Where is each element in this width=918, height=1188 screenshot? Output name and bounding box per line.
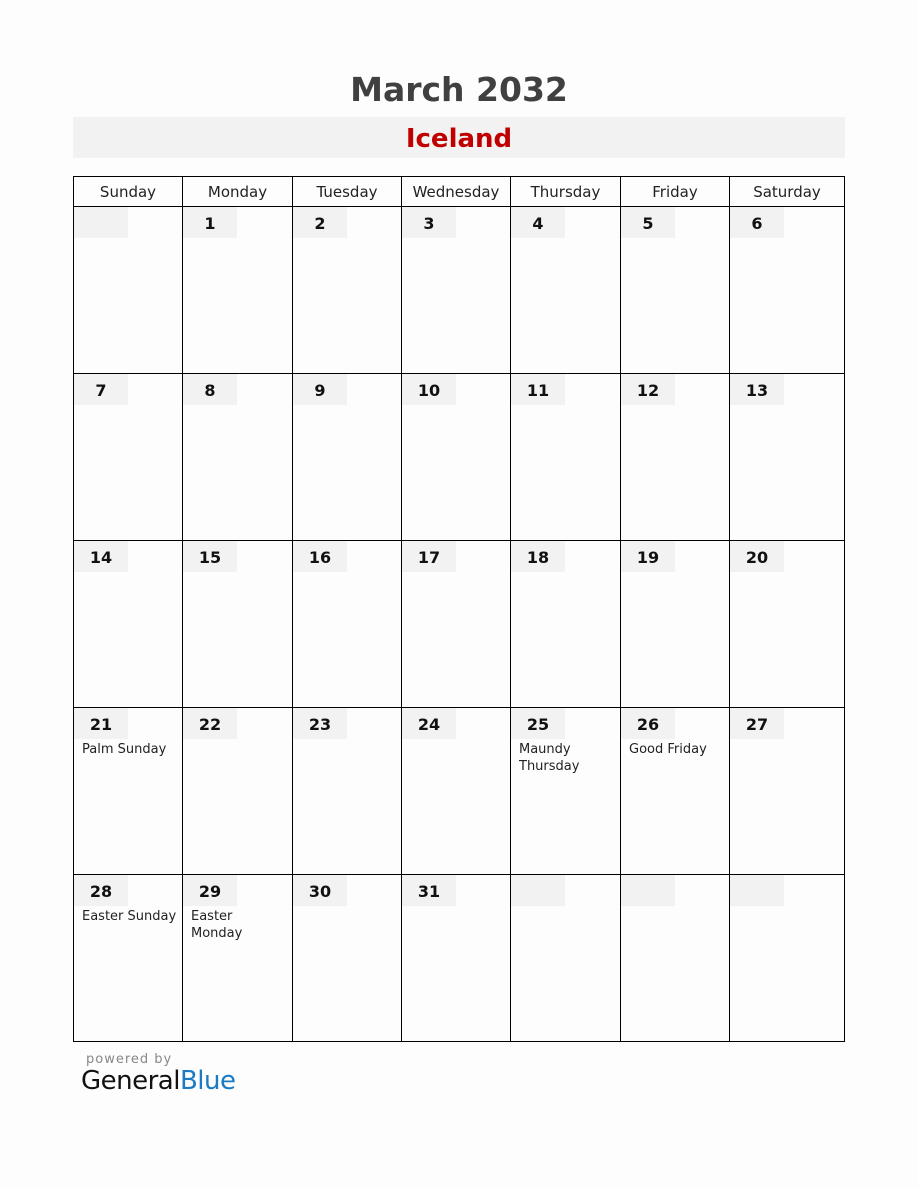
day-number: 2 [293, 207, 347, 238]
day-cell [402, 708, 511, 875]
day-number: 10 [402, 374, 456, 405]
weekday-header: Thursday [511, 177, 621, 207]
weekday-header: Wednesday [402, 177, 511, 207]
day-cell [293, 207, 402, 374]
day-cell [402, 374, 511, 541]
day-number: 8 [183, 374, 237, 405]
day-number: 9 [293, 374, 347, 405]
day-number [511, 875, 565, 906]
day-number: 27 [730, 708, 784, 739]
holiday-label: Easter Sunday [82, 909, 177, 924]
day-cell [621, 875, 730, 1042]
day-cell [183, 541, 293, 708]
weekday-header: Sunday [74, 177, 183, 207]
weekday-header: Tuesday [293, 177, 402, 207]
day-number: 30 [293, 875, 347, 906]
day-cell [183, 875, 293, 1042]
powered-by-text: powered by [86, 1052, 173, 1067]
day-number [730, 875, 784, 906]
day-number: 25 [511, 708, 565, 739]
day-cell [183, 708, 293, 875]
day-number: 24 [402, 708, 456, 739]
day-cell [402, 541, 511, 708]
day-cell [621, 541, 730, 708]
weekday-header: Saturday [730, 177, 845, 207]
day-number: 16 [293, 541, 347, 572]
day-cell [511, 207, 621, 374]
day-cell [621, 374, 730, 541]
week-row [74, 875, 845, 1042]
day-number: 29 [183, 875, 237, 906]
day-number: 6 [730, 207, 784, 238]
day-number: 19 [621, 541, 675, 572]
holiday-label: Good Friday [629, 742, 707, 757]
day-cell [402, 875, 511, 1042]
day-cell [74, 374, 183, 541]
day-cell [74, 541, 183, 708]
day-cell [621, 207, 730, 374]
generalblue-logo[interactable] [81, 1066, 236, 1096]
holiday-label: Maundy Thursday [519, 742, 580, 774]
day-cell [511, 374, 621, 541]
day-number: 20 [730, 541, 784, 572]
day-number: 7 [74, 374, 128, 405]
day-cell [402, 207, 511, 374]
logo-blue: Blue [179, 1066, 236, 1096]
day-cell [74, 875, 183, 1042]
week-row [74, 708, 845, 875]
day-number: 17 [402, 541, 456, 572]
day-cell [511, 541, 621, 708]
day-number: 31 [402, 875, 456, 906]
country-banner: Iceland [73, 117, 845, 158]
day-cell [74, 207, 183, 374]
day-cell [621, 708, 730, 875]
day-number: 14 [74, 541, 128, 572]
day-cell [511, 708, 621, 875]
week-row [74, 207, 845, 374]
page-title: March 2032 [350, 70, 568, 109]
day-cell [730, 875, 845, 1042]
day-number: 26 [621, 708, 675, 739]
day-number: 21 [74, 708, 128, 739]
day-cell [511, 875, 621, 1042]
day-number: 12 [621, 374, 675, 405]
day-number: 28 [74, 875, 128, 906]
weekday-header: Monday [183, 177, 293, 207]
calendar-grid [73, 176, 845, 1042]
day-number: 18 [511, 541, 565, 572]
week-row [74, 541, 845, 708]
day-number [74, 207, 128, 238]
day-number [621, 875, 675, 906]
holiday-label: Palm Sunday [82, 742, 167, 757]
week-row [74, 374, 845, 541]
day-number: 3 [402, 207, 456, 238]
day-cell [293, 541, 402, 708]
day-number: 23 [293, 708, 347, 739]
day-cell [293, 374, 402, 541]
day-cell [183, 207, 293, 374]
weekday-header: Friday [621, 177, 730, 207]
day-cell [730, 207, 845, 374]
day-number: 22 [183, 708, 237, 739]
day-cell [730, 708, 845, 875]
day-number: 1 [183, 207, 237, 238]
day-number: 5 [621, 207, 675, 238]
day-cell [293, 875, 402, 1042]
day-cell [730, 374, 845, 541]
day-number: 15 [183, 541, 237, 572]
holiday-label: Easter Monday [191, 909, 243, 941]
day-number: 4 [511, 207, 565, 238]
day-cell [183, 374, 293, 541]
day-number: 11 [511, 374, 565, 405]
logo-general: General [81, 1066, 180, 1096]
day-cell [293, 708, 402, 875]
day-number: 13 [730, 374, 784, 405]
day-cell [74, 708, 183, 875]
day-cell [730, 541, 845, 708]
